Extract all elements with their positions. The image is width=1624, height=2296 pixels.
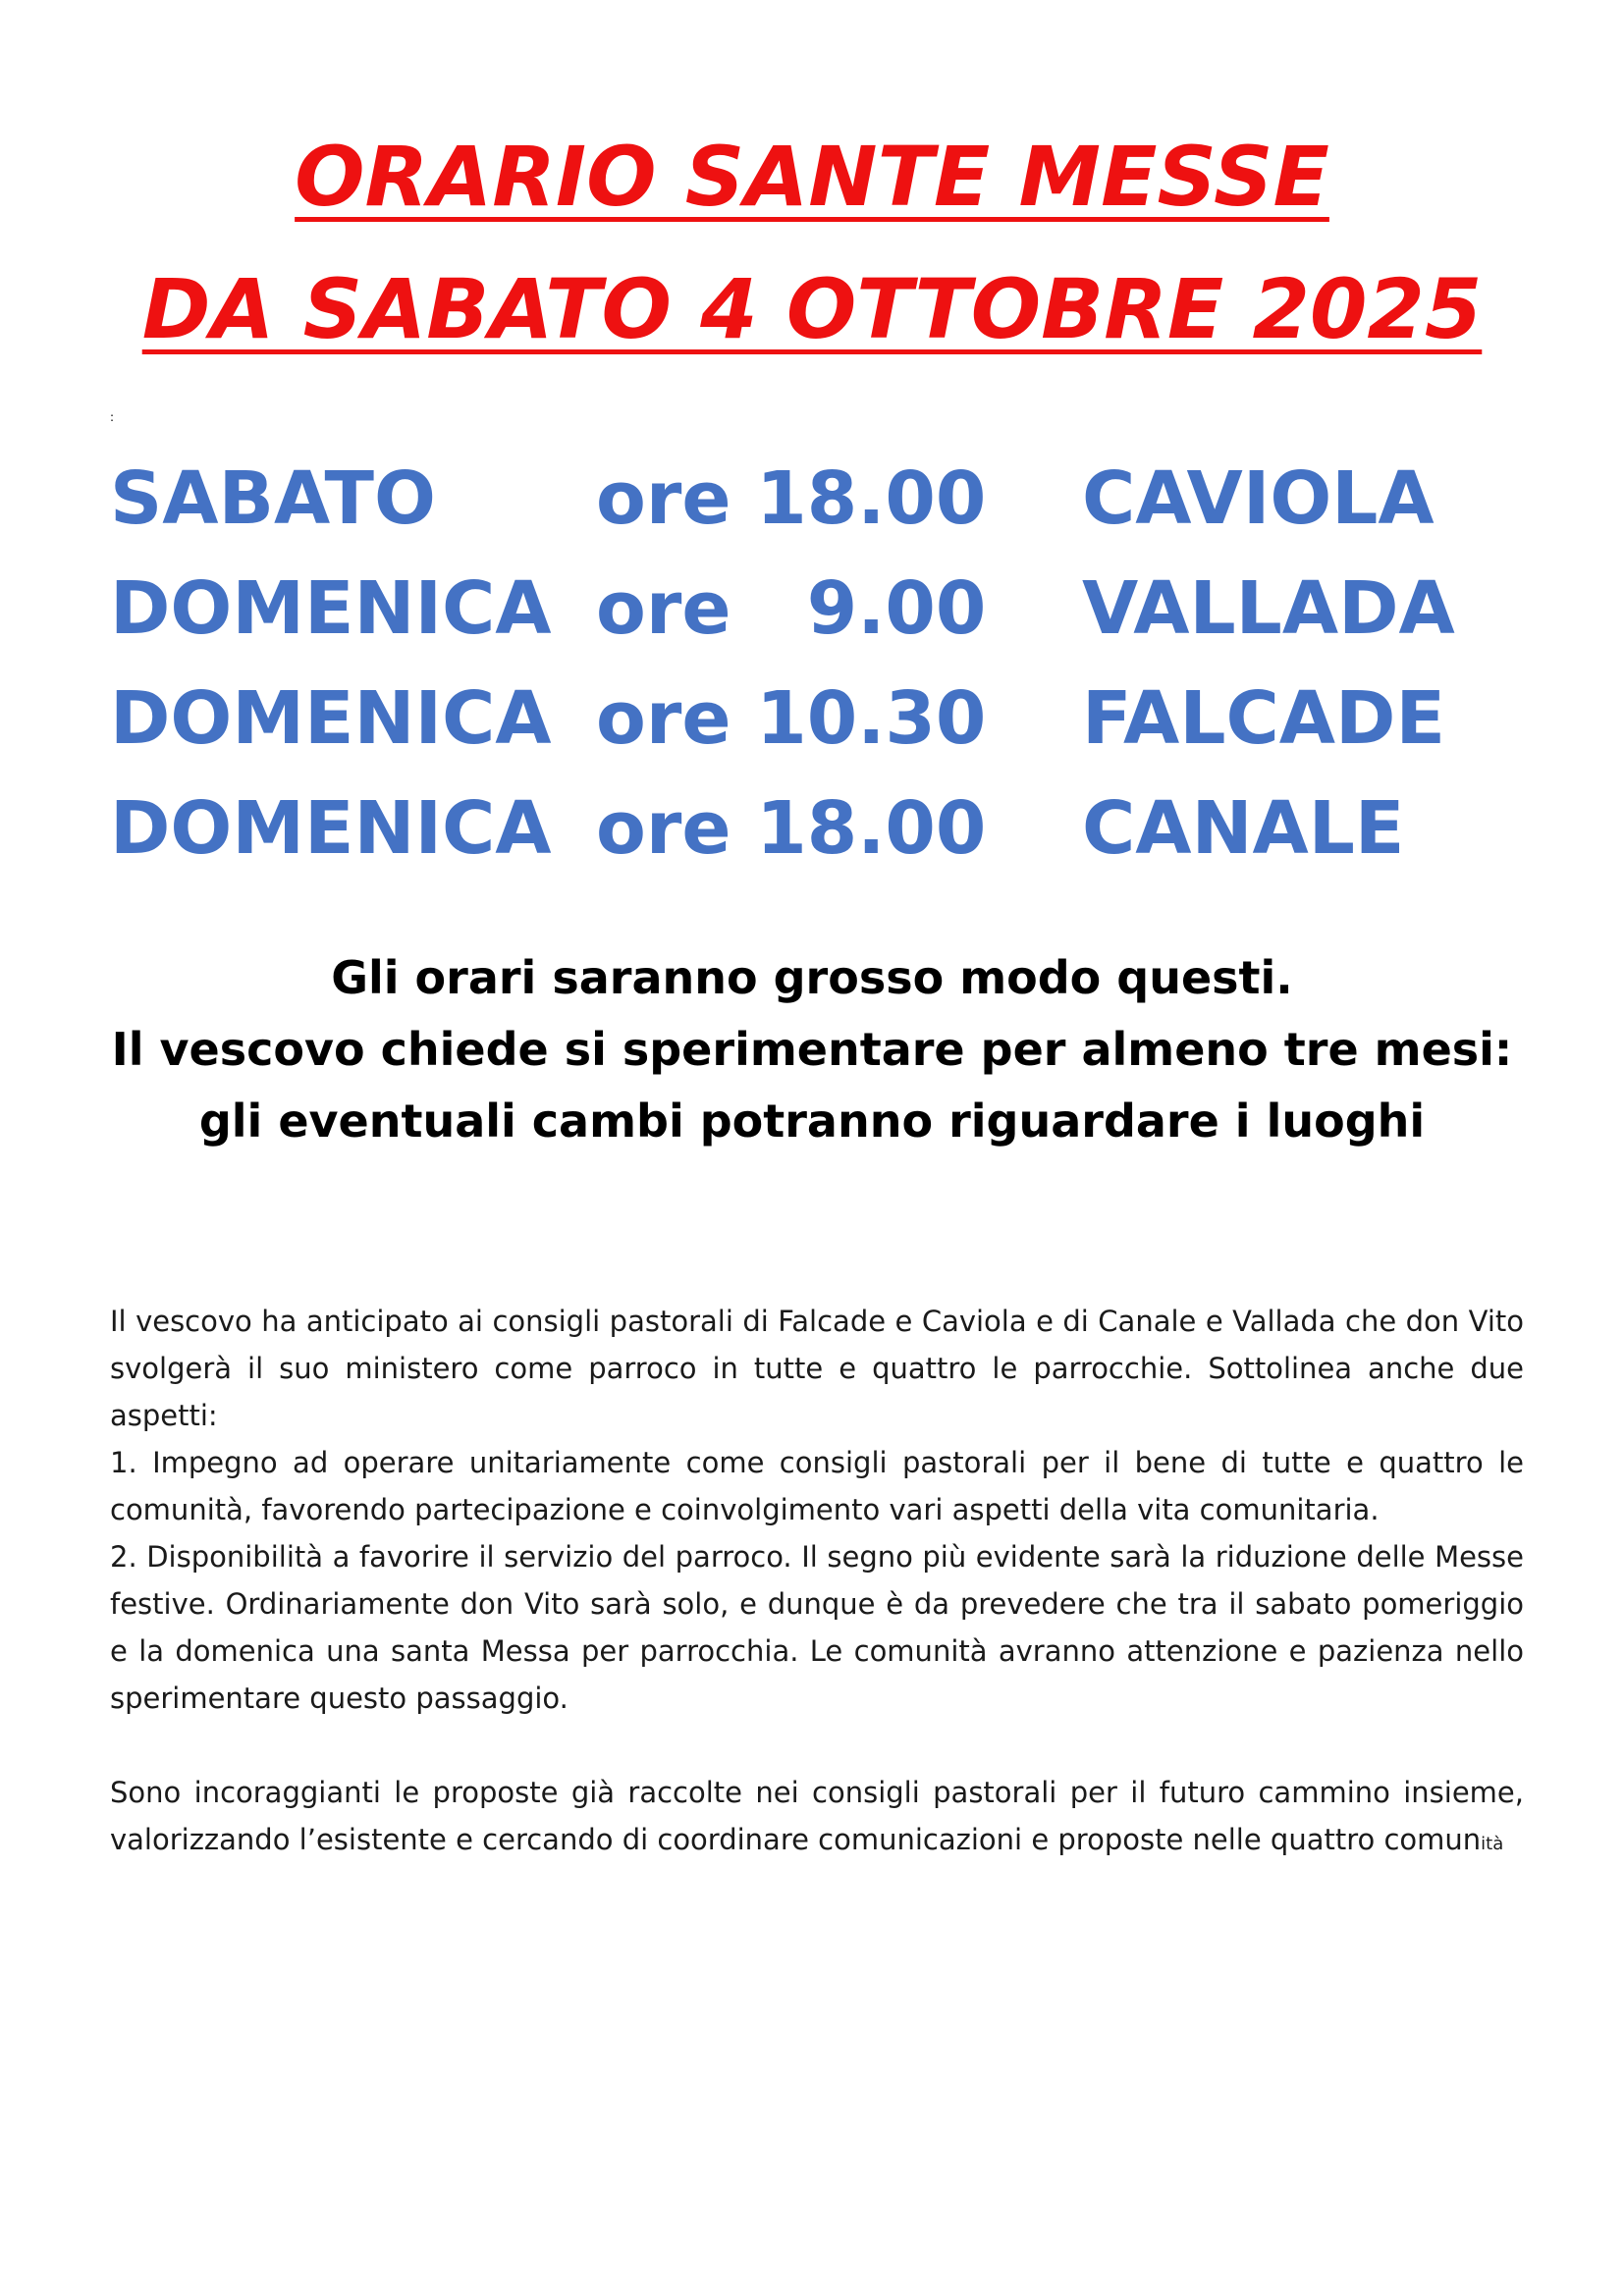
schedule-time: ore 18.00: [596, 786, 987, 871]
schedule-notice: [0, 942, 1624, 1157]
schedule-row: [0, 664, 1624, 774]
schedule-day: SABATO: [110, 456, 436, 541]
schedule-place: CAVIOLA: [1082, 456, 1435, 541]
schedule-place: VALLADA: [1082, 566, 1455, 651]
schedule-day: DOMENICA: [110, 786, 552, 871]
mass-schedule: [0, 444, 1624, 883]
schedule-row: [0, 774, 1624, 883]
title-line-2-text: DA SABATO 4 OTTOBRE 2025: [141, 261, 1483, 357]
schedule-place: CANALE: [1082, 786, 1405, 871]
title-line-1-text: ORARIO SANTE MESSE: [295, 129, 1329, 225]
closing-tail: ità: [1481, 1834, 1504, 1854]
notice-line-1: Gli orari saranno grosso modo questi.: [331, 951, 1293, 1004]
stray-mark: :: [110, 410, 115, 424]
schedule-time: ore 10.30: [596, 676, 987, 761]
notice-line-2: Il vescovo chiede si sperimentare per almeno tre mesi:: [111, 1023, 1513, 1076]
notice-line-3: gli eventuali cambi potranno riguardare i luoghi: [198, 1095, 1426, 1148]
schedule-time: ore 9.00: [596, 566, 987, 651]
body-text: [110, 1298, 1524, 1868]
schedule-row: [0, 444, 1624, 554]
schedule-day: DOMENICA: [110, 676, 552, 761]
schedule-row: [0, 554, 1624, 664]
schedule-day: DOMENICA: [110, 566, 552, 651]
schedule-place: FALCADE: [1082, 676, 1446, 761]
closing-text: Sono incoraggianti le proposte già raccolte nei consigli pastorali per il futuro cammino insieme, valorizzando l’esistente e cercando di coordinare comunicazioni e proposte nelle quattro comun: [110, 1776, 1524, 1856]
title-line-1: [0, 128, 1624, 226]
schedule-time: ore 18.00: [596, 456, 987, 541]
intro-paragraph: Il vescovo ha anticipato ai consigli pastorali di Falcade e Caviola e di Canale e Vallada che don Vito svolgerà il suo ministero come parroco in tutte e quattro le parrocchie. Sottolinea anche due aspetti:: [110, 1305, 1524, 1432]
closing-paragraph: [110, 1769, 1524, 1868]
title-line-2: [0, 260, 1624, 358]
point-2-paragraph: 2. Disponibilità a favorire il servizio del parroco. Il segno più evidente sarà la riduzione delle Messe festive. Ordinariamente don Vito sarà solo, e dunque è da prevedere che tra il sabato pomeriggio e la domenica una santa Messa per parrocchia. Le comunità avranno attenzione e pazienza nello sperimentare questo passaggio.: [110, 1540, 1524, 1715]
point-1-paragraph: 1. Impegno ad operare unitariamente come consigli pastorali per il bene di tutte e quattro le comunità, favorendo partecipazione e coinvolgimento vari aspetti della vita comunitaria.: [110, 1446, 1524, 1526]
